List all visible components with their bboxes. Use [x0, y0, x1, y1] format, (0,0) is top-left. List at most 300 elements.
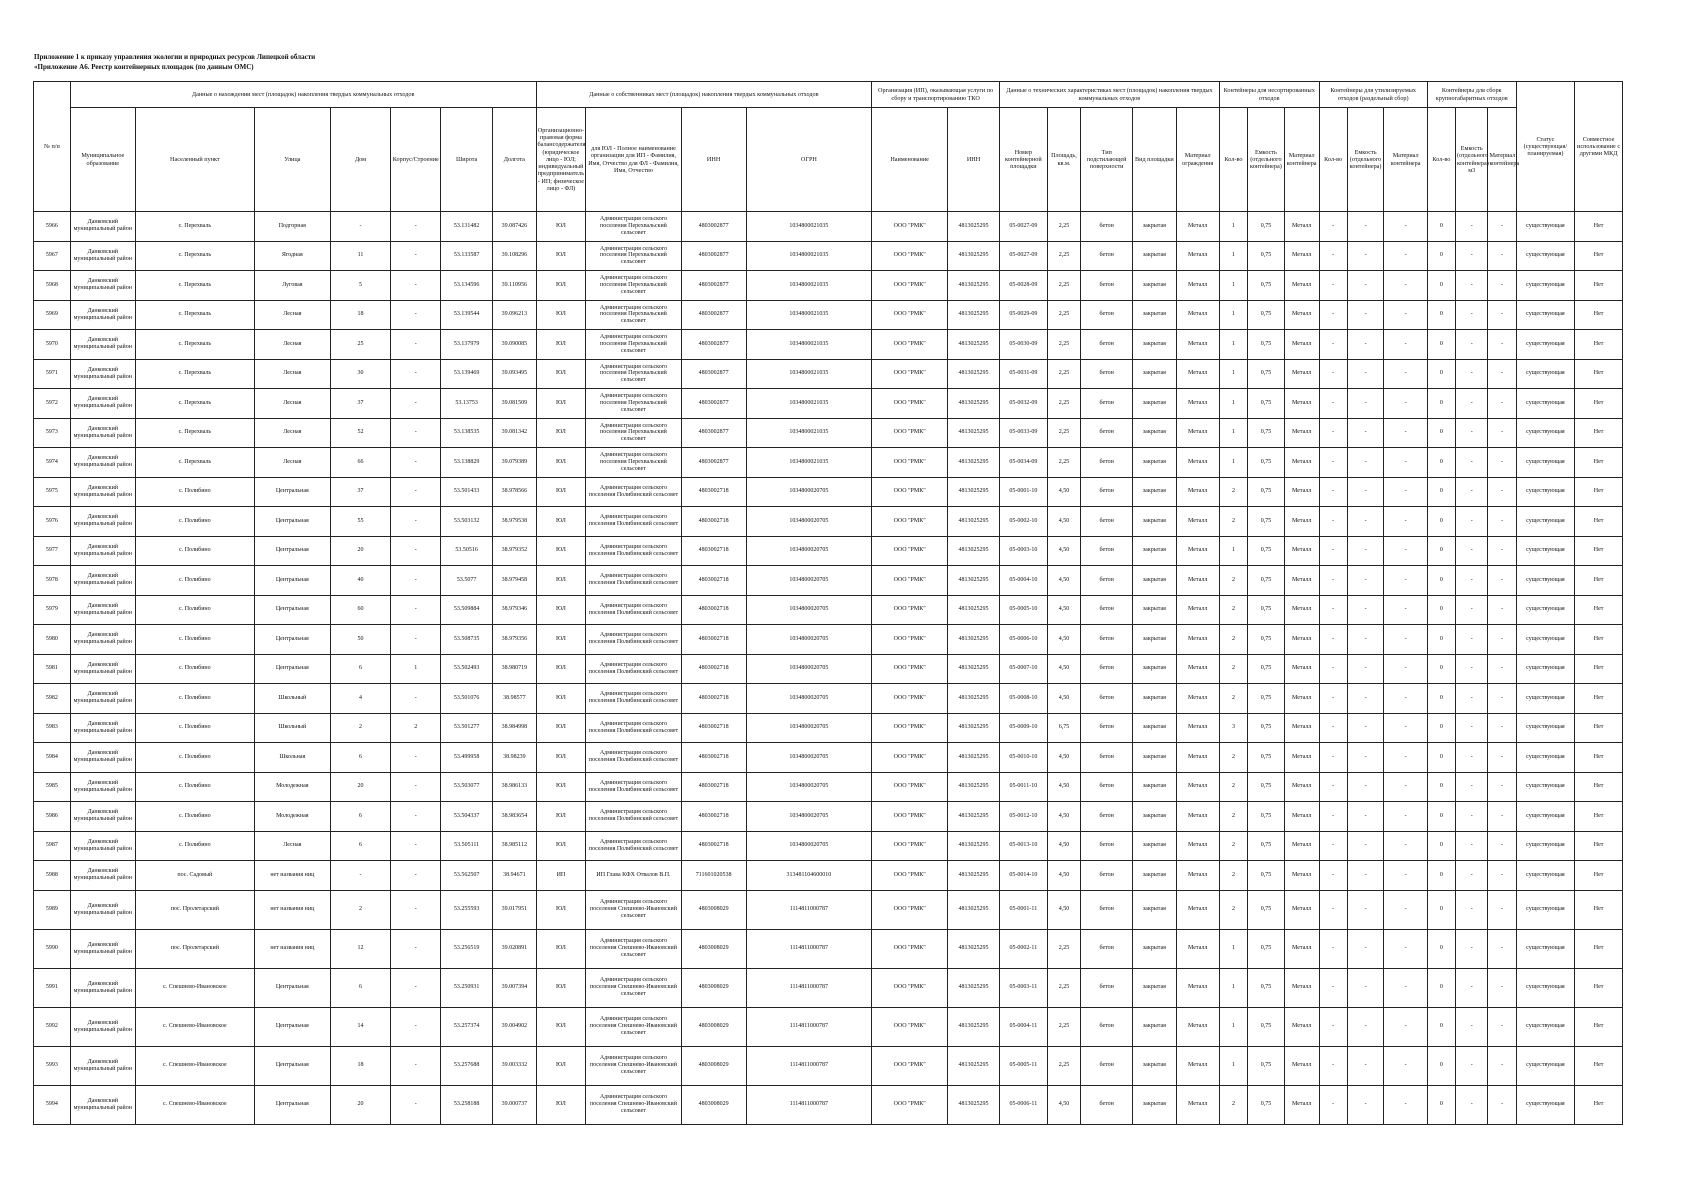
table-cell: Данковский муниципальный район [70, 418, 135, 448]
table-cell: ООО "РМК" [872, 271, 948, 301]
table-cell: - [1455, 1007, 1487, 1046]
table-cell: - [1455, 359, 1487, 389]
table-cell: бетон [1081, 300, 1133, 330]
column-header: Емкость (отдельного контейнера) [1248, 108, 1285, 212]
table-row [34, 477, 1623, 507]
table-cell: 05-0003-11 [1000, 968, 1048, 1007]
table-cell: ЮЛ [536, 684, 586, 714]
table-cell: 4803002877 [681, 300, 746, 330]
table-cell: 1034800020705 [746, 831, 872, 861]
table-cell: бетон [1081, 507, 1133, 537]
table-cell: ООО "РМК" [872, 389, 948, 419]
table-cell: бетон [1081, 743, 1133, 773]
table-cell: 5976 [34, 507, 71, 537]
table-cell: бетон [1081, 625, 1133, 655]
table-cell: 0 [1427, 1085, 1455, 1124]
table-cell: 5989 [34, 890, 71, 929]
table-cell: Данковский муниципальный район [70, 212, 135, 242]
table-cell: - [1347, 418, 1384, 448]
table-cell: ЮЛ [536, 802, 586, 832]
table-cell: Металл [1176, 595, 1219, 625]
table-cell: закрытая [1133, 929, 1176, 968]
table-cell: 5990 [34, 929, 71, 968]
table-cell: - [391, 861, 441, 891]
table-row [34, 418, 1623, 448]
table-cell: Центральная [254, 595, 330, 625]
table-cell: 4803002718 [681, 684, 746, 714]
title-line-2: «Приложение А6. Реестр контейнерных площадок (по данным ОМС) [34, 63, 254, 71]
table-cell: Администрация сельского поселения Полибинский сельсовет [586, 507, 681, 537]
table-cell: бетон [1081, 1007, 1133, 1046]
table-cell: Нет [1575, 890, 1623, 929]
table-cell: Нет [1575, 477, 1623, 507]
table-cell: 4803002718 [681, 654, 746, 684]
table-cell: 05-0005-10 [1000, 595, 1048, 625]
table-cell: ООО "РМК" [872, 418, 948, 448]
table-cell: 2,25 [1047, 418, 1081, 448]
table-cell: Металл [1284, 1007, 1319, 1046]
table-cell: 5985 [34, 772, 71, 802]
table-cell: 4803002877 [681, 418, 746, 448]
table-cell: 05-0004-10 [1000, 566, 1048, 596]
table-cell: - [1347, 477, 1384, 507]
table-cell: 313481104600010 [746, 861, 872, 891]
table-cell: 39.081509 [493, 389, 536, 419]
table-cell: 0 [1427, 566, 1455, 596]
table-cell: - [1488, 595, 1516, 625]
table-cell: с. Полибино [135, 507, 254, 537]
table-cell: существующая [1516, 1085, 1574, 1124]
table-cell: 2,25 [1047, 241, 1081, 271]
table-cell: 1034800020705 [746, 802, 872, 832]
table-cell: Данковский муниципальный район [70, 890, 135, 929]
table-cell: бетон [1081, 477, 1133, 507]
table-cell: закрытая [1133, 448, 1176, 478]
table-cell: 4803008029 [681, 890, 746, 929]
table-cell: 52 [330, 418, 391, 448]
table-cell: 4813025295 [948, 802, 1000, 832]
table-cell: - [1347, 890, 1384, 929]
table-cell: Данковский муниципальный район [70, 271, 135, 301]
table-cell: Металл [1176, 890, 1219, 929]
table-row [34, 1007, 1623, 1046]
table-cell: Металл [1284, 890, 1319, 929]
table-cell: ЮЛ [536, 1046, 586, 1085]
table-cell: нет названия ниц [254, 929, 330, 968]
table-cell: 39.020891 [493, 929, 536, 968]
table-cell: 39.007394 [493, 968, 536, 1007]
table-cell: закрытая [1133, 1046, 1176, 1085]
table-cell: 0 [1427, 271, 1455, 301]
column-header: Тип подстилающей поверхности [1081, 108, 1133, 212]
table-cell: Лесная [254, 418, 330, 448]
table-cell: Металл [1284, 1046, 1319, 1085]
table-cell: закрытая [1133, 566, 1176, 596]
table-cell: 53.139469 [441, 359, 493, 389]
column-header: Номер контейнерной площадки [1000, 108, 1048, 212]
table-cell: 5981 [34, 654, 71, 684]
table-cell: 38.984998 [493, 713, 536, 743]
table-cell: Центральная [254, 625, 330, 655]
table-cell: 0,75 [1248, 772, 1285, 802]
table-cell: Нет [1575, 802, 1623, 832]
table-cell: ЮЛ [536, 566, 586, 596]
table-cell: существующая [1516, 241, 1574, 271]
table-row [34, 772, 1623, 802]
table-row [34, 300, 1623, 330]
table-cell: - [391, 684, 441, 714]
table-cell: Металл [1284, 241, 1319, 271]
table-cell: 1034800020705 [746, 713, 872, 743]
table-cell: 0 [1427, 929, 1455, 968]
table-cell: - [1347, 507, 1384, 537]
table-cell: 0,75 [1248, 968, 1285, 1007]
table-cell: Администрация сельского поселения Полибинский сельсовет [586, 477, 681, 507]
table-cell: ЮЛ [536, 389, 586, 419]
table-cell: 05-0002-10 [1000, 507, 1048, 537]
table-cell: 1034800020705 [746, 507, 872, 537]
table-cell: ЮЛ [536, 212, 586, 242]
table-cell: - [1455, 566, 1487, 596]
table-header [34, 82, 1623, 212]
table-cell: ООО "РМК" [872, 212, 948, 242]
table-cell: 4813025295 [948, 418, 1000, 448]
table-cell: Нет [1575, 684, 1623, 714]
table-cell: бетон [1081, 654, 1133, 684]
table-cell: Центральная [254, 477, 330, 507]
table-cell: ЮЛ [536, 625, 586, 655]
table-cell: 37 [330, 389, 391, 419]
table-cell: 53.5077 [441, 566, 493, 596]
table-cell: - [1488, 1046, 1516, 1085]
table-cell: Администрация сельского поселения Перехвальский сельсовет [586, 418, 681, 448]
table-cell: Нет [1575, 300, 1623, 330]
table-cell: - [1347, 595, 1384, 625]
table-cell: бетон [1081, 241, 1133, 271]
table-cell: 4813025295 [948, 359, 1000, 389]
table-cell: пос. Садовый [135, 861, 254, 891]
table-cell: 2 [1219, 831, 1247, 861]
table-row [34, 359, 1623, 389]
table-cell: 4803008029 [681, 1085, 746, 1124]
table-cell: с. Перехваль [135, 271, 254, 301]
table-cell: с. Полибино [135, 802, 254, 832]
column-header: Вид площадки [1133, 108, 1176, 212]
header-group-org: Организация (ИП), оказывающая услуги по сбору и транспортированию ТКО [872, 82, 1000, 108]
table-cell: 05-0004-11 [1000, 1007, 1048, 1046]
table-cell: Администрация сельского поселения Перехвальский сельсовет [586, 212, 681, 242]
table-cell: бетон [1081, 359, 1133, 389]
column-header: Долгота [493, 108, 536, 212]
table-cell: 39.087426 [493, 212, 536, 242]
table-cell: 05-0006-10 [1000, 625, 1048, 655]
table-cell: Данковский муниципальный район [70, 654, 135, 684]
table-cell: - [330, 861, 391, 891]
table-cell: существующая [1516, 1046, 1574, 1085]
table-cell: 0,75 [1248, 1007, 1285, 1046]
table-cell: - [1347, 1085, 1384, 1124]
table-cell: 4813025295 [948, 212, 1000, 242]
column-header: Материал контейнера [1284, 108, 1319, 212]
table-cell: 2,25 [1047, 330, 1081, 360]
table-cell: 12 [330, 929, 391, 968]
table-cell: 5967 [34, 241, 71, 271]
table-cell: - [1488, 389, 1516, 419]
table-cell: 53.138535 [441, 418, 493, 448]
column-header: Организационно-правовая форма балансодержателя (юридическое лицо - ЮЛ; индивидуальный предприниматель - ИП; физическое лицо - ФЛ) [536, 108, 586, 212]
table-cell: Металл [1176, 654, 1219, 684]
table-cell: ООО "РМК" [872, 890, 948, 929]
table-cell: 4,50 [1047, 772, 1081, 802]
table-cell: - [391, 1046, 441, 1085]
table-cell: 4,50 [1047, 1085, 1081, 1124]
table-cell: Данковский муниципальный район [70, 1085, 135, 1124]
table-cell: - [1319, 802, 1347, 832]
table-cell: Металл [1284, 968, 1319, 1007]
table-cell: 4813025295 [948, 566, 1000, 596]
table-cell: ЮЛ [536, 831, 586, 861]
table-cell: 0,75 [1248, 536, 1285, 566]
table-cell: существующая [1516, 477, 1574, 507]
table-cell: ООО "РМК" [872, 507, 948, 537]
table-cell: - [1455, 507, 1487, 537]
table-cell: Металл [1176, 1046, 1219, 1085]
table-cell: 4813025295 [948, 241, 1000, 271]
table-cell: с. Спешнево-Ивановское [135, 1007, 254, 1046]
table-row [34, 595, 1623, 625]
table-cell: существующая [1516, 802, 1574, 832]
table-cell: 1 [1219, 929, 1247, 968]
table-cell: 5973 [34, 418, 71, 448]
table-cell: - [1319, 831, 1347, 861]
table-cell: ЮЛ [536, 359, 586, 389]
table-cell: Металл [1284, 802, 1319, 832]
table-cell: - [1319, 890, 1347, 929]
table-cell: 2 [330, 890, 391, 929]
table-cell: 5994 [34, 1085, 71, 1124]
table-cell: 0 [1427, 861, 1455, 891]
table-row [34, 330, 1623, 360]
table-cell: 53.13753 [441, 389, 493, 419]
table-cell: 66 [330, 448, 391, 478]
table-cell: 53.134596 [441, 271, 493, 301]
table-row [34, 890, 1623, 929]
table-body [34, 212, 1623, 1125]
table-cell: с. Спешнево-Ивановское [135, 968, 254, 1007]
table-cell: с. Перехваль [135, 241, 254, 271]
table-cell: 4,50 [1047, 477, 1081, 507]
table-cell: Данковский муниципальный район [70, 625, 135, 655]
table-cell: Металл [1176, 831, 1219, 861]
table-cell: - [1455, 1046, 1487, 1085]
table-cell: - [1384, 536, 1427, 566]
table-cell: 0,75 [1248, 1085, 1285, 1124]
table-cell: 4803002877 [681, 212, 746, 242]
table-cell: 38.985112 [493, 831, 536, 861]
table-cell: существующая [1516, 359, 1574, 389]
table-cell: бетон [1081, 772, 1133, 802]
table-cell: - [391, 477, 441, 507]
table-cell: - [391, 802, 441, 832]
table-cell: Администрация сельского поселения Полибинский сельсовет [586, 595, 681, 625]
table-cell: ООО "РМК" [872, 968, 948, 1007]
table-cell: - [1347, 831, 1384, 861]
table-cell: Центральная [254, 536, 330, 566]
table-cell: 4803002718 [681, 772, 746, 802]
table-cell: 05-0001-10 [1000, 477, 1048, 507]
table-cell: - [1384, 330, 1427, 360]
table-cell: 0,75 [1248, 654, 1285, 684]
table-cell: - [1347, 566, 1384, 596]
table-cell: 4813025295 [948, 772, 1000, 802]
table-cell: - [1455, 448, 1487, 478]
table-cell: 2,25 [1047, 389, 1081, 419]
table-cell: ИП Глава КФХ Отвалов В.П. [586, 861, 681, 891]
table-cell: Металл [1284, 389, 1319, 419]
table-cell: 4813025295 [948, 389, 1000, 419]
table-cell: 0,75 [1248, 359, 1285, 389]
table-cell: 0,75 [1248, 212, 1285, 242]
table-cell: бетон [1081, 271, 1133, 301]
table-cell: ООО "РМК" [872, 684, 948, 714]
table-cell: 1034800021035 [746, 359, 872, 389]
table-cell: 6,75 [1047, 713, 1081, 743]
table-cell: существующая [1516, 300, 1574, 330]
table-cell: 6 [330, 802, 391, 832]
table-cell: - [391, 831, 441, 861]
table-cell: 2 [1219, 507, 1247, 537]
table-cell: 05-0003-10 [1000, 536, 1048, 566]
table-cell: 5979 [34, 595, 71, 625]
table-cell: Администрация сельского поселения Перехвальский сельсовет [586, 330, 681, 360]
table-cell: 0,75 [1248, 566, 1285, 596]
table-cell: Администрация сельского поселения Полибинский сельсовет [586, 684, 681, 714]
table-cell: 05-0027-09 [1000, 241, 1048, 271]
table-cell: Данковский муниципальный район [70, 929, 135, 968]
table-cell: закрытая [1133, 300, 1176, 330]
table-cell: 4813025295 [948, 929, 1000, 968]
table-cell: - [1384, 1046, 1427, 1085]
table-cell: с. Перехваль [135, 330, 254, 360]
table-cell: Центральная [254, 1007, 330, 1046]
table-cell: 5970 [34, 330, 71, 360]
table-cell: 5972 [34, 389, 71, 419]
table-cell: Администрация сельского поселения Полибинский сельсовет [586, 802, 681, 832]
table-cell: 4,50 [1047, 684, 1081, 714]
table-cell: - [1319, 359, 1347, 389]
table-cell: закрытая [1133, 330, 1176, 360]
table-cell: 2 [1219, 890, 1247, 929]
table-cell: Данковский муниципальный район [70, 684, 135, 714]
header-group-location: Данные о нахождении мест (площадок) накопления твердых коммунальных отходов [70, 82, 536, 108]
table-cell: Нет [1575, 418, 1623, 448]
table-cell: бетон [1081, 684, 1133, 714]
table-cell: 0 [1427, 595, 1455, 625]
table-cell: Нет [1575, 654, 1623, 684]
table-cell: - [1384, 684, 1427, 714]
table-cell: 05-0014-10 [1000, 861, 1048, 891]
table-cell: Данковский муниципальный район [70, 536, 135, 566]
table-cell: бетон [1081, 861, 1133, 891]
table-cell: 2 [1219, 1085, 1247, 1124]
table-cell: 0,75 [1248, 1046, 1285, 1085]
table-cell: 05-0002-11 [1000, 929, 1048, 968]
table-cell: 4813025295 [948, 861, 1000, 891]
table-cell: 0,75 [1248, 929, 1285, 968]
table-cell: Металл [1284, 743, 1319, 773]
table-cell: ЮЛ [536, 968, 586, 1007]
table-cell: - [1384, 625, 1427, 655]
column-header: Материал контейнера [1488, 108, 1516, 212]
table-row [34, 271, 1623, 301]
table-cell: 0,75 [1248, 743, 1285, 773]
table-cell: - [1384, 929, 1427, 968]
table-cell: 4,50 [1047, 831, 1081, 861]
table-cell: 39.000737 [493, 1085, 536, 1124]
table-cell: закрытая [1133, 241, 1176, 271]
table-cell: закрытая [1133, 713, 1176, 743]
table-cell: Данковский муниципальный район [70, 595, 135, 625]
table-cell: - [1347, 448, 1384, 478]
table-cell: - [1488, 802, 1516, 832]
header-group-owner: Данные о собственниках мест (площадок) накопления твердых коммунальных отходов [536, 82, 872, 108]
table-cell: Данковский муниципальный район [70, 566, 135, 596]
table-cell: Нет [1575, 359, 1623, 389]
table-cell: - [1347, 359, 1384, 389]
column-header: Площадь, кв.м. [1047, 108, 1081, 212]
table-cell: закрытая [1133, 684, 1176, 714]
table-cell: с. Перехваль [135, 448, 254, 478]
table-cell: Металл [1176, 861, 1219, 891]
table-row [34, 536, 1623, 566]
table-cell: закрытая [1133, 271, 1176, 301]
table-cell: - [1488, 713, 1516, 743]
table-cell: закрытая [1133, 595, 1176, 625]
table-cell: - [1488, 566, 1516, 596]
table-cell: 4803002718 [681, 507, 746, 537]
table-cell: - [1319, 536, 1347, 566]
table-cell: Металл [1176, 1085, 1219, 1124]
column-header: Материал ограждения [1176, 108, 1219, 212]
column-header: для ЮЛ - Полное наименование организации для ИП - Фамилия, Имя, Отчество для ФЛ - Фамилия, Имя, Отчество [586, 108, 681, 212]
table-cell: 18 [330, 300, 391, 330]
table-cell: - [1319, 595, 1347, 625]
table-cell: 0,75 [1248, 477, 1285, 507]
table-cell: 4813025295 [948, 890, 1000, 929]
table-cell: 4813025295 [948, 831, 1000, 861]
header-shared: Совместное использование с другими МКД [1575, 82, 1623, 212]
table-cell: Металл [1176, 566, 1219, 596]
table-cell: - [1319, 968, 1347, 1007]
table-cell: - [1319, 713, 1347, 743]
table-cell: 53.508735 [441, 625, 493, 655]
table-cell: 0 [1427, 743, 1455, 773]
table-cell: 39.004902 [493, 1007, 536, 1046]
table-cell: Администрация сельского поселения Перехвальский сельсовет [586, 389, 681, 419]
table-cell: - [1319, 271, 1347, 301]
table-cell: Нет [1575, 507, 1623, 537]
table-cell: 1114811000787 [746, 1007, 872, 1046]
table-cell: - [1384, 743, 1427, 773]
table-cell: - [1384, 389, 1427, 419]
table-cell: ЮЛ [536, 1007, 586, 1046]
table-cell: 2,25 [1047, 929, 1081, 968]
table-cell: - [1384, 566, 1427, 596]
table-cell: существующая [1516, 861, 1574, 891]
table-cell: бетон [1081, 595, 1133, 625]
table-cell: - [1488, 359, 1516, 389]
table-cell: Металл [1176, 684, 1219, 714]
